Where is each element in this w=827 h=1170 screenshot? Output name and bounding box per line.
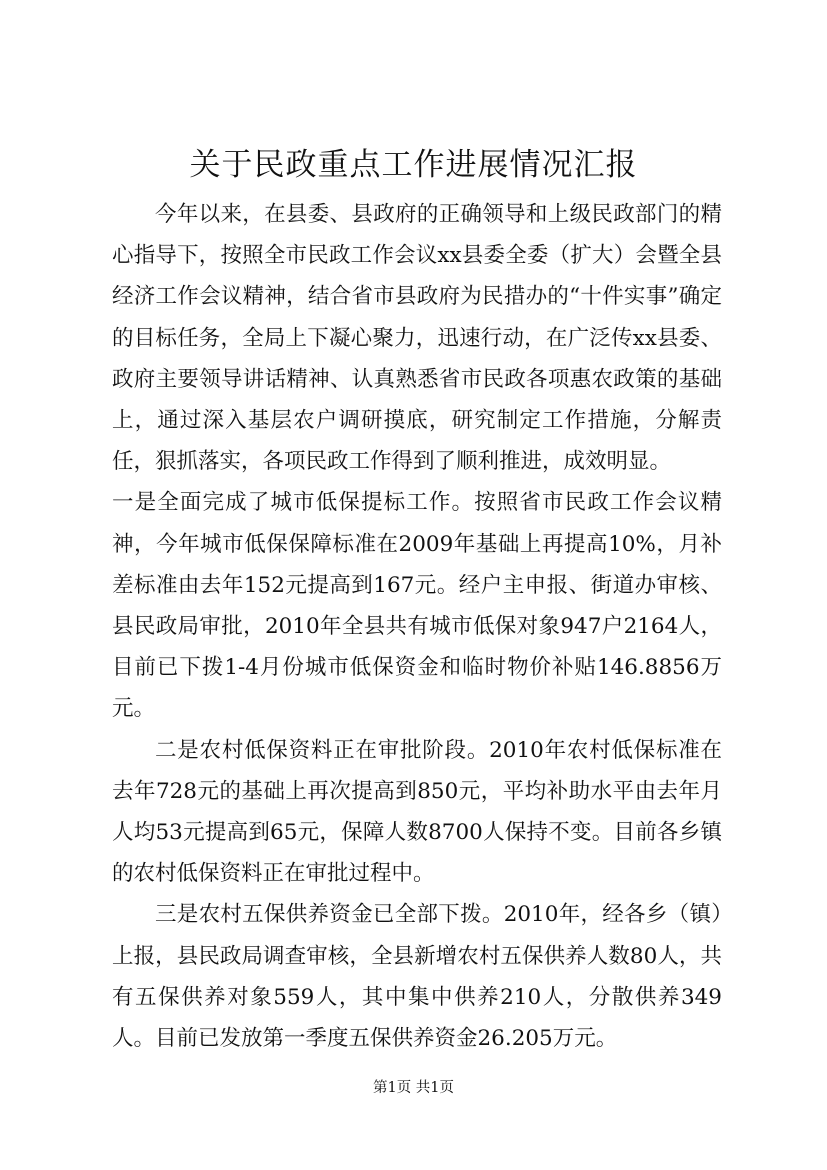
paragraph-rural-subsistence: 二是农村低保资料正在审批阶段。2010年农村低保标准在去年728元的基础上再次提高到850元，平均补助水平由去年月人均53元提高到65元，保障人数8700人保持不变。目前各乡镇的农村低保资料正在审批过程中。: [112, 737, 722, 887]
paragraph-five-guarantees: 三是农村五保供养资金已全部下拨。2010年，经各乡（镇）上报，县民政局调查审核，全县新增农村五保供养人数80人，共有五保供养对象559人，其中集中供养210人，分散供养349人。目前已发放第一季度五保供养资金26.205万元。: [112, 902, 722, 1052]
document-body: [112, 194, 722, 1059]
page-number: 第1页 共1页: [372, 1080, 455, 1096]
document-title: 关于民政重点工作进展情况汇报: [189, 147, 638, 183]
paragraph-urban-subsistence: 一是全面完成了城市低保提标工作。按照省市民政工作会议精神，今年城市低保保障标准在2009年基础上再提高10%，月补差标准由去年152元提高到167元。经户主申报、街道办审核、县民政局审批，2010年全县共有城市低保对象947户2164人，目前已下拨1-4月份城市低保资金和临时物价补贴146.8856万元。: [112, 490, 722, 722]
paragraph-intro: 今年以来，在县委、县政府的正确领导和上级民政部门的精心指导下，按照全市民政工作会议xx县委全委（扩大）会暨全县经济工作会议精神，结合省市县政府为民措办的“十件实事”确定的目标任务，全局上下凝心聚力，迅速行动，在广泛传xx县委、政府主要领导讲话精神、认真熟悉省市民政各项惠农政策的基础上，通过深入基层农户调研摸底，研究制定工作措施，分解责任，狠抓落实，各项民政工作得到了顺利推进，成效明显。: [112, 202, 722, 475]
